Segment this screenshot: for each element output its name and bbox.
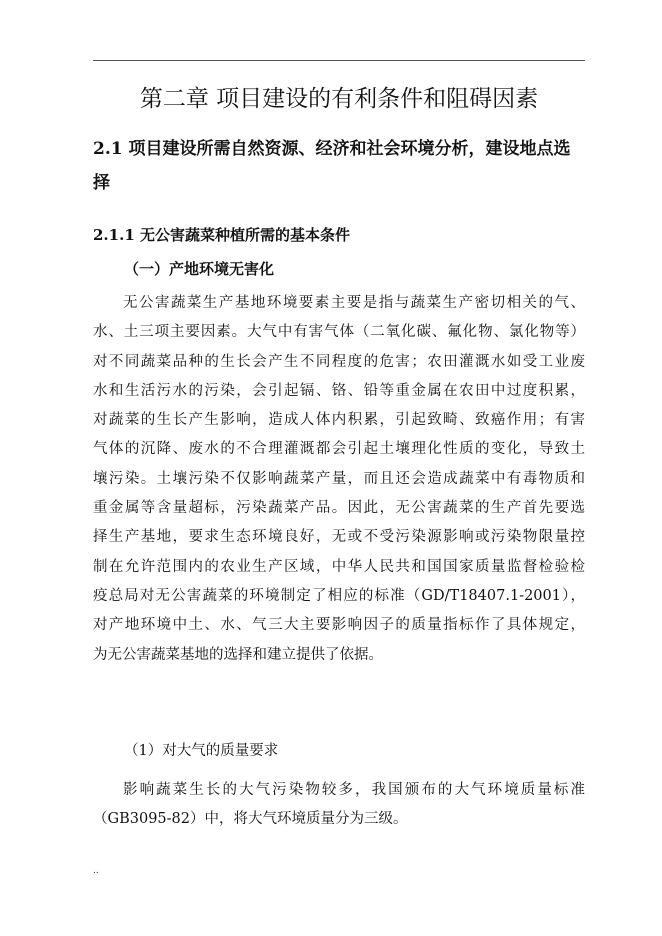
paragraph-line: 重金属等含量超标，污染蔬菜产品。因此，无公害蔬菜的生产首先要选 xyxy=(93,500,585,517)
paragraph-line: 水、土三项主要因素。大气中有害气体（二氧化碳、氟化物、氯化物等） xyxy=(93,324,585,341)
paragraph-line: 对不同蔬菜品种的生长会产生不同程度的危害；农田灌溉水如受工业废 xyxy=(93,353,585,370)
paragraph-line: 对产地环境中土、水、气三大主要影响因子的质量指标作了具体规定， xyxy=(93,617,585,634)
chapter-title: 第二章 项目建设的有利条件和阻碍因素 xyxy=(139,86,539,112)
subsection-title: 2.1.1 无公害蔬菜种植所需的基本条件 xyxy=(93,226,350,244)
requirement-heading: （1）对大气的质量要求 xyxy=(124,743,279,759)
paragraph-line: 择生产基地，要求生态环境良好，无或不受污染源影响或污染物限量控 xyxy=(93,529,585,546)
footer-mark: .. xyxy=(93,866,99,876)
header-rule xyxy=(93,60,585,61)
paragraph-line: 制在允许范围内的农业生产区域，中华人民共和国国家质量监督检验检 xyxy=(93,558,585,575)
paragraph-line: 气体的沉降、废水的不合理灌溉都会引起土壤理化性质的变化，导致土 xyxy=(93,441,585,458)
paragraph-line: 疫总局对无公害蔬菜的环境制定了相应的标准（GD/T18407.1-2001）， xyxy=(93,587,585,604)
paragraph-line: 壤污染。土壤污染不仅影响蔬菜产量，而且还会造成蔬菜中有毒物质和 xyxy=(93,470,585,487)
section-title: 2.1 项目建设所需自然资源、经济和社会环境分析，建设地点选择 xyxy=(93,139,571,193)
paragraph-line: （GB3095-82）中，将大气环境质量分为三级。 xyxy=(93,811,408,828)
paragraph-line: 影响蔬菜生长的大气污染物较多，我国颁布的大气环境质量标准 xyxy=(123,782,585,798)
paragraph-air-quality xyxy=(93,776,585,835)
subhead-environment: （一）产地环境无害化 xyxy=(124,260,275,278)
paragraph-environment xyxy=(93,289,585,670)
paragraph-line: 对蔬菜的生长产生影响，造成人体内积累，引起致畸、致癌作用；有害 xyxy=(93,412,585,429)
paragraph-line: 无公害蔬菜生产基地环境要素主要是指与蔬菜生产密切相关的气、 xyxy=(123,295,585,311)
paragraph-line: 水和生活污水的污染，会引起镉、铬、铅等重金属在农田中过度积累， xyxy=(93,382,585,399)
paragraph-line: 为无公害蔬菜基地的选择和建立提供了依据。 xyxy=(93,646,383,663)
